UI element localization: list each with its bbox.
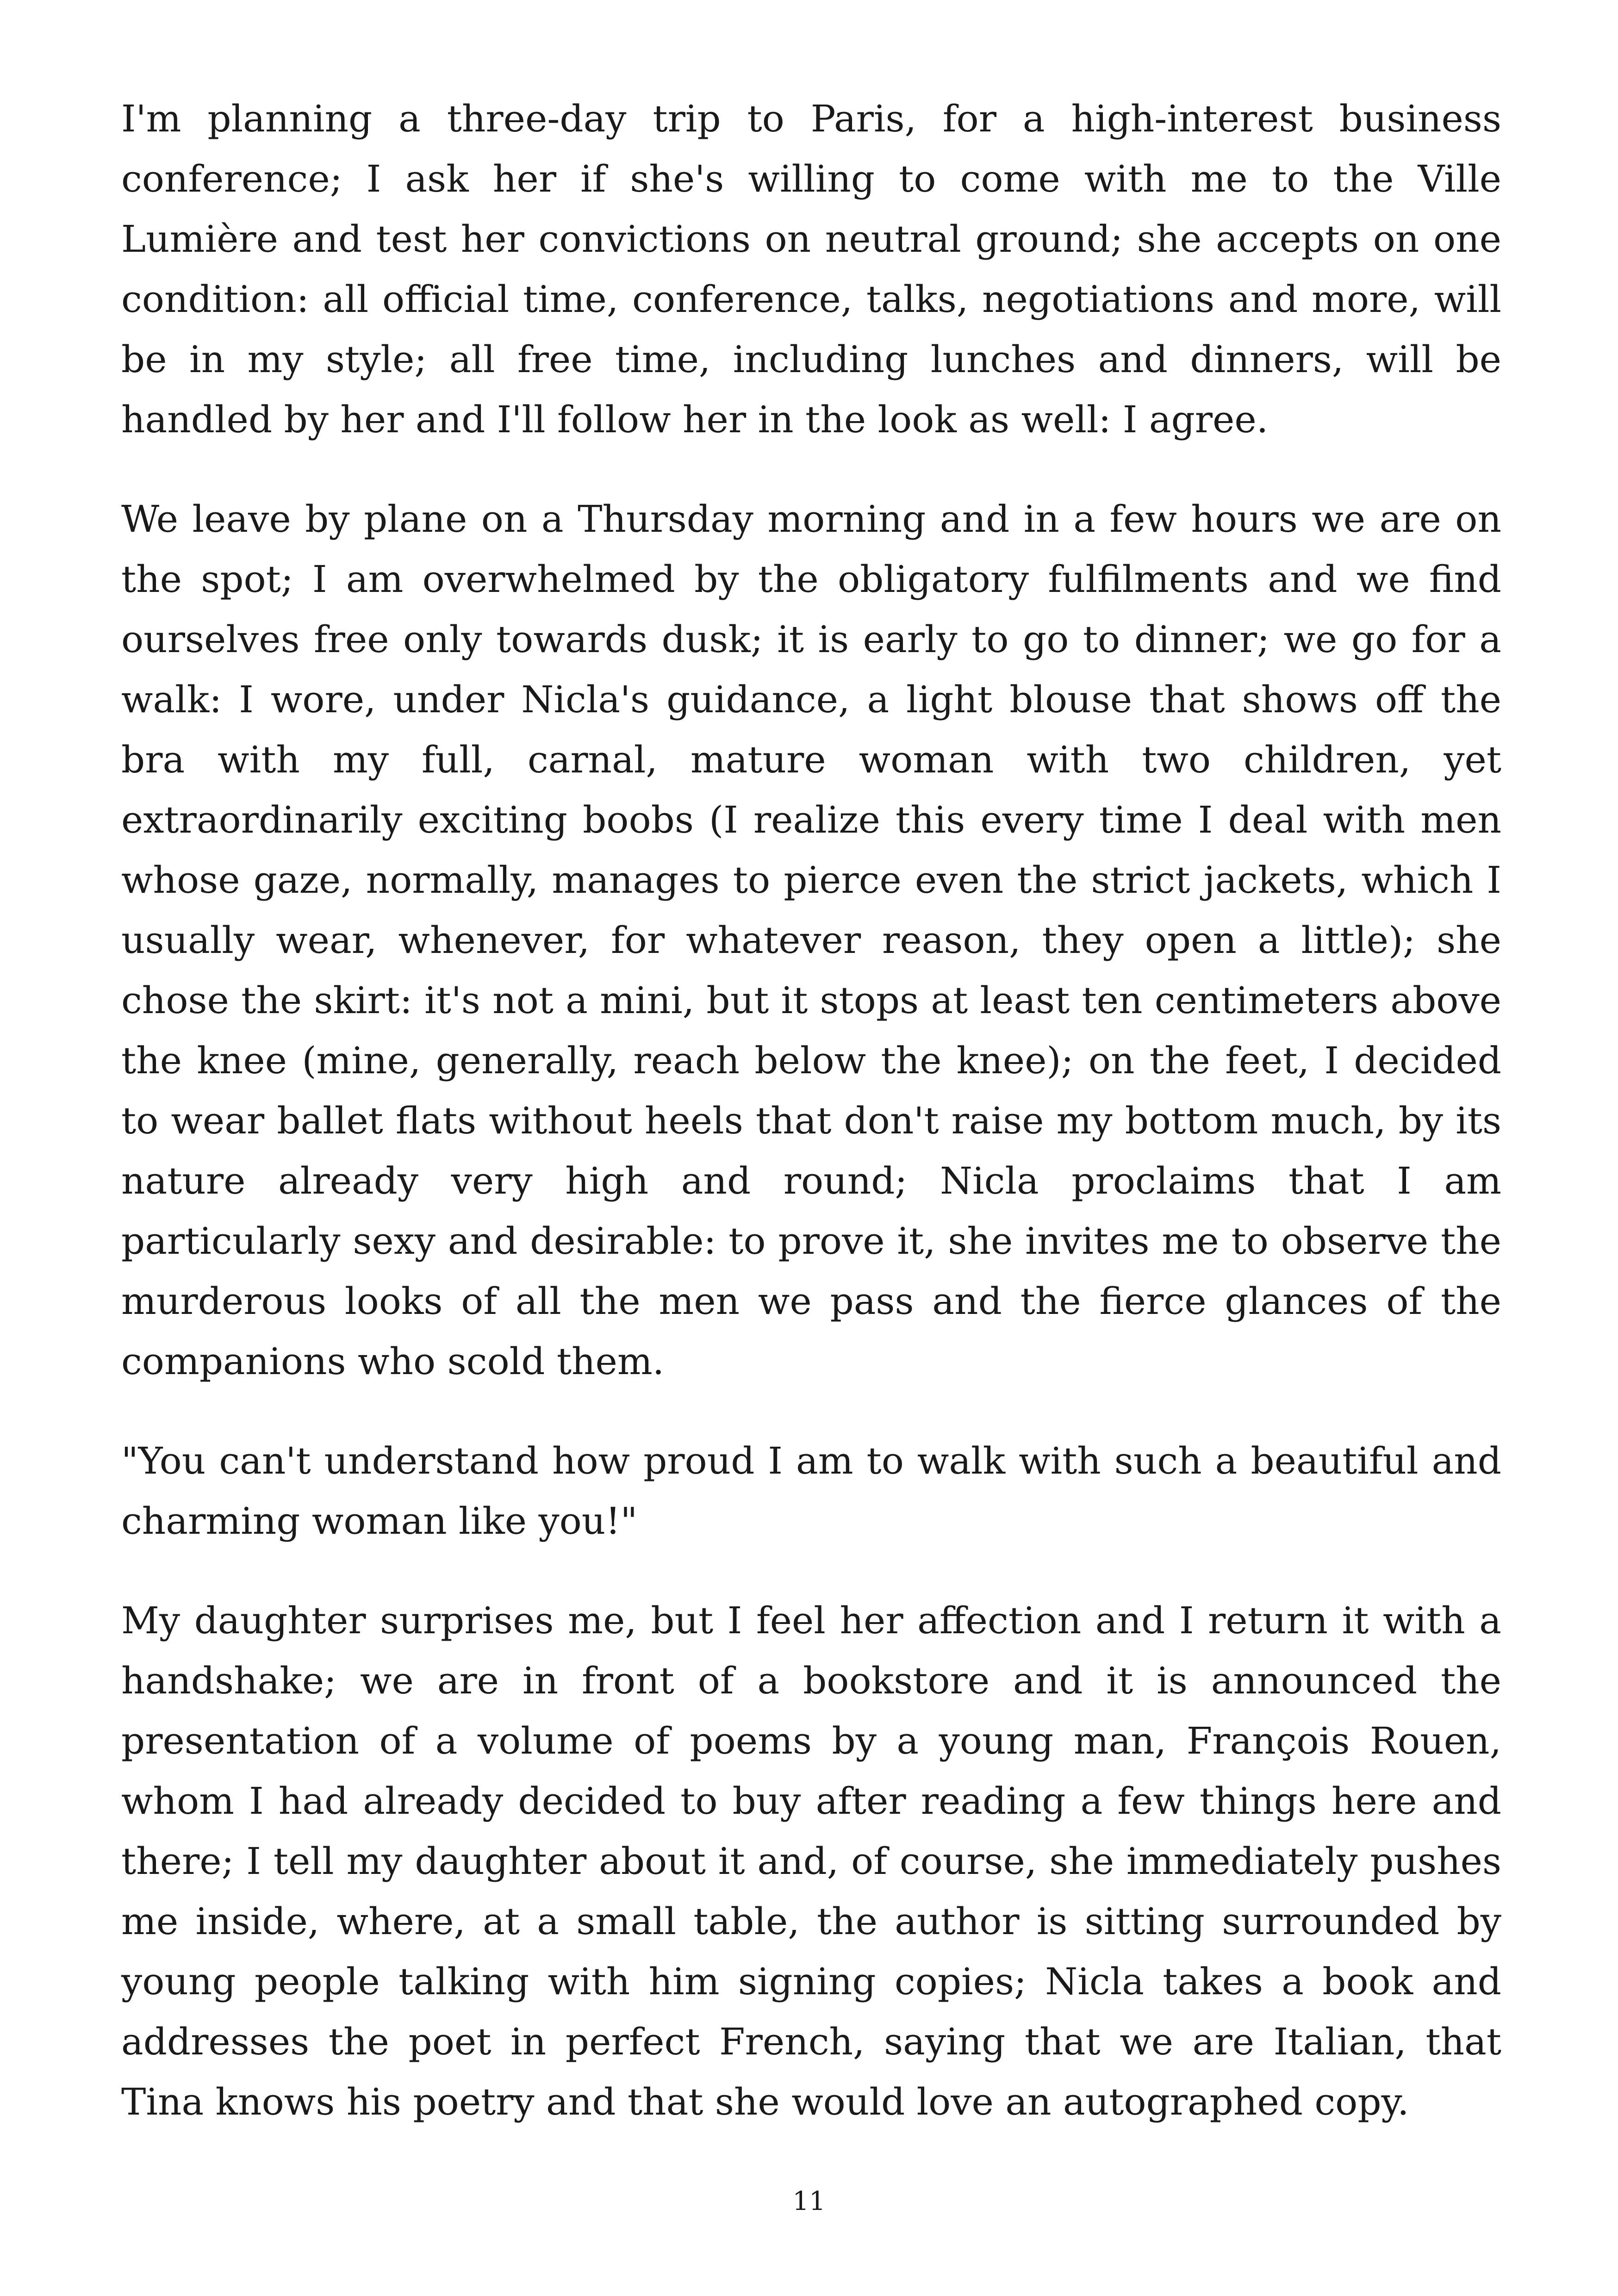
paragraph-bookstore: My daughter surprises me, but I feel her affection and I return it with a handshake; we are in front of a bookstore and it is announced the presentation of a volume of poems by a young man, François Rouen, whom I had already decided to buy after reading a few things here and there; I tell my daughter about it and, of course, she immediately pushes me inside, where, at a small table, the author is sitting surrounded by young people talking with him signing copies; Nicla takes a book and addresses the poet in perfect French, saying that we are Italian, that Tina knows his poetry and that she would love an autographed copy.	[121, 1599, 1501, 2123]
page-number: 11	[792, 2186, 826, 2216]
body-text	[121, 89, 1501, 2172]
paragraph-thursday-walk: We leave by plane on a Thursday morning and in a few hours we are on the spot; I am overwhelmed by the obligatory fulfilments and we find ourselves free only towards dusk; it is early to go to dinner; we go for a walk: I wore, under Nicla's guidance, a light blouse that shows off the bra with my full, carnal, mature woman with two children, yet extraordinarily exciting boobs (I realize this every time I deal with men whose gaze, normally, manages to pierce even the strict jackets, which I usually wear, whenever, for whatever reason, they open a little); she chose the skirt: it's not a mini, but it stops at least ten centimeters above the knee (mine, generally, reach below the knee); on the feet, I decided to wear ballet flats without heels that don't raise my bottom much, by its nature already very high and round; Nicla proclaims that I am particularly sexy and desirable: to prove it, she invites me to observe the murderous looks of all the men we pass and the fierce glances of the companions who scold them.	[121, 498, 1501, 1383]
paragraph-quote: "You can't understand how proud I am to walk with such a beautiful and charming woman like you!"	[121, 1439, 1501, 1543]
paragraph-paris-trip: I'm planning a three-day trip to Paris, for a high-interest business conference; I ask her if she's willing to come with me to the Ville Lumière and test her convictions on neutral ground; she accepts on one condition: all official time, conference, talks, negotiations and more, will be in my style; all free time, including lunches and dinners, will be handled by her and I'll follow her in the look as well: I agree.	[121, 97, 1501, 441]
